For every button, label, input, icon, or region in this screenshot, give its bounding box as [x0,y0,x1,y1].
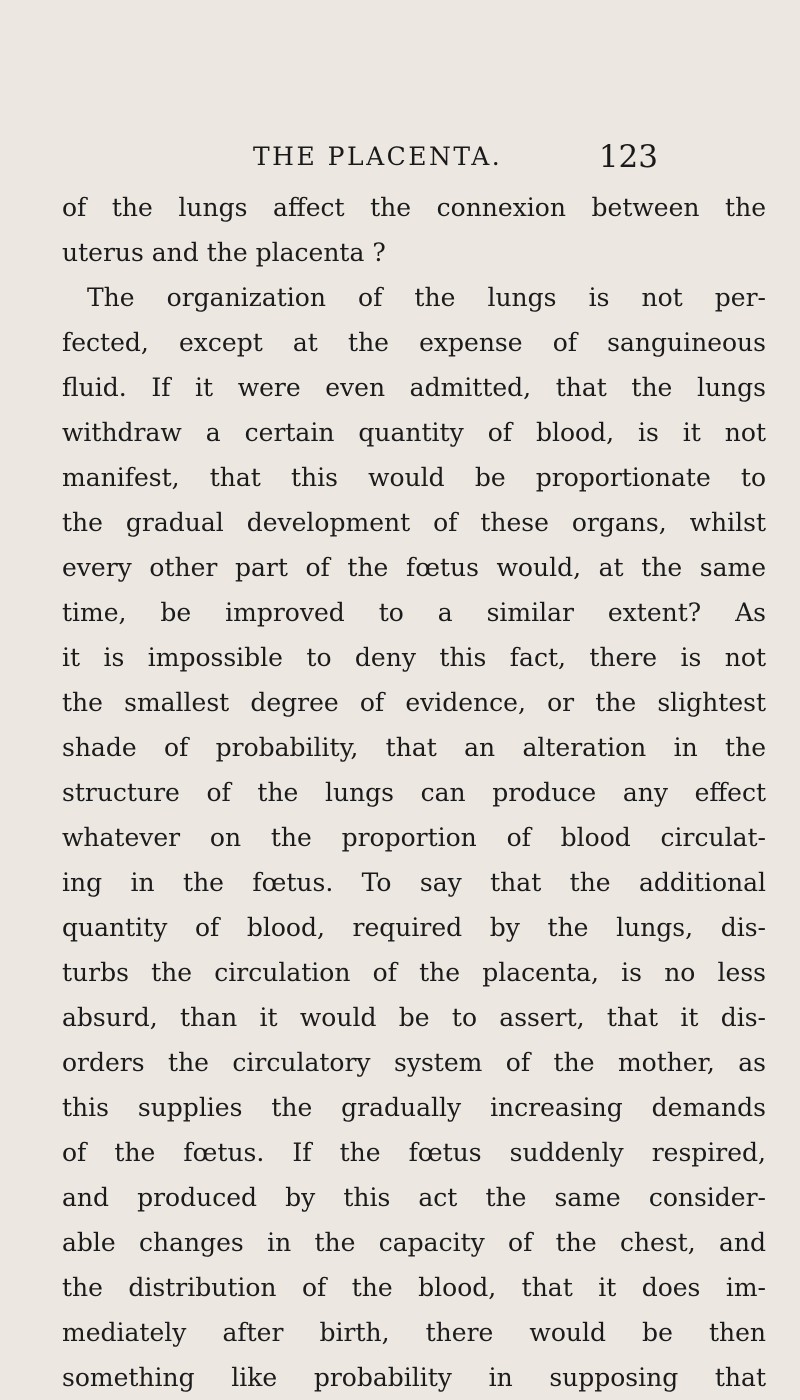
text-line: structure of the lungs can produce any effect [62,778,766,807]
text-line: the distribution of the blood, that it does im- [62,1273,766,1302]
text-line: turbs the circulation of the placenta, is no less [62,958,766,987]
text-line: of the lungs affect the connexion between the [62,193,766,222]
text-line: of the fœtus. If the fœtus suddenly respired, [62,1138,766,1167]
text-line: whatever on the proportion of blood circulat- [62,823,766,852]
running-head [218,137,658,177]
body-text [62,185,766,1400]
text-line: it is impossible to deny this fact, there is not [62,643,766,672]
text-line: uterus and the placenta ? [62,238,386,267]
text-line: fluid. If it were even admitted, that the lungs [62,373,766,402]
text-line: this supplies the gradually increasing demands [62,1093,766,1122]
text-line: The organization of the lungs is not per- [87,283,766,312]
text-line: orders the circulatory system of the mother, as [62,1048,766,1077]
text-line: quantity of blood, required by the lungs, dis- [62,913,766,942]
page-number: 123 [598,139,658,175]
text-line: absurd, than it would be to assert, that it dis- [62,1003,766,1032]
text-line: time, be improved to a similar extent? As [62,598,766,627]
text-line: ing in the fœtus. To say that the additional [62,868,766,897]
text-line: mediately after birth, there would be then [62,1318,766,1347]
text-line: manifest, that this would be proportionate to [62,463,766,492]
text-line: every other part of the fœtus would, at the same [62,553,766,582]
text-line: withdraw a certain quantity of blood, is it not [62,418,766,447]
text-line: the gradual development of these organs, whilst [62,508,766,537]
text-line: the smallest degree of evidence, or the slightest [62,688,766,717]
text-line: fected, except at the expense of sanguineous [62,328,766,357]
text-line: and produced by this act the same consider- [62,1183,766,1212]
text-line: able changes in the capacity of the chest, and [62,1228,766,1257]
text-line: something like probability in supposing that [62,1363,766,1392]
text-line: shade of probability, that an alteration in the [62,733,766,762]
running-title: THE PLACENTA. [253,142,503,171]
